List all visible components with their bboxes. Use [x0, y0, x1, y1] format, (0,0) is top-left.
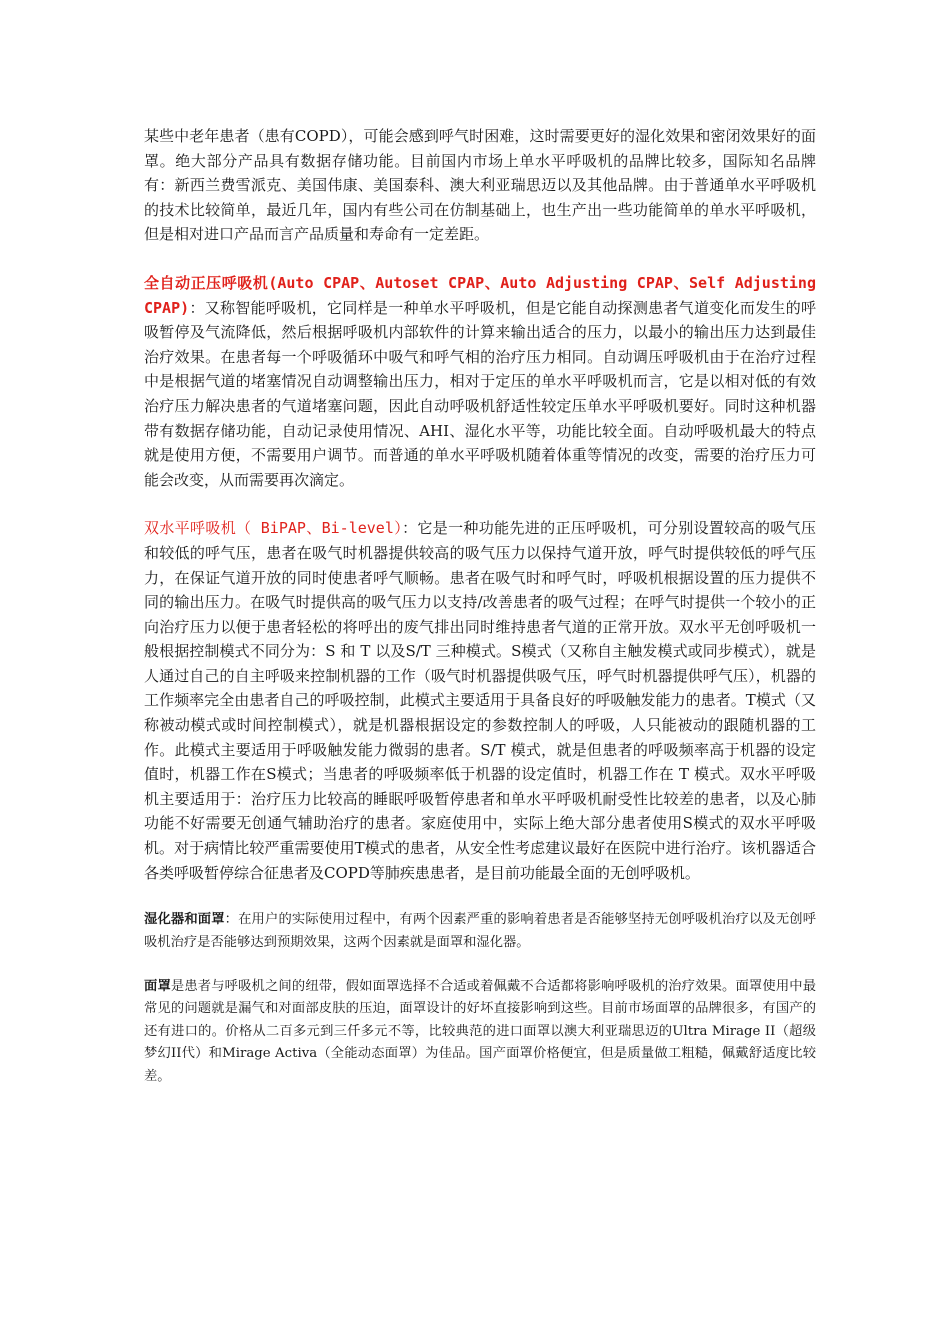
paragraph-body: 是患者与呼吸机之间的纽带，假如面罩选择不合适或着佩戴不合适都将影响呼吸机的治疗效果。面罩使用中最常见的问题就是漏气和对面部皮肤的压迫，面罩设计的好坏直接影响到这些。目前市场面罩的品牌很多，有国产的还有进口的。价格从二百多元到三仟多元不等，比较典范的进口面罩以澳大利亚瑞思迈的Ultra Mirage II（超级梦幻II代）和Mirage Activa（全能动态面罩）为佳品。国产面罩价格便宜，但是质量做工粗糙，佩戴舒适度比较差。	[144, 979, 817, 1084]
humidifier-mask-heading: 湿化器和面罩	[144, 912, 225, 928]
bipap-heading: 双水平呼吸机（ BiPAP、Bi-level）	[144, 519, 403, 538]
paragraph-body: 某些中老年患者（患有COPD），可能会感到呼气时困难，这时需要更好的湿化效果和密闭效果好的面罩。绝大部分产品具有数据存储功能。目前国内市场上单水平呼吸机的品牌比较多，国际知名品牌有：新西兰费雪派克、美国伟康、美国泰科、澳大利亚瑞思迈以及其他品牌。由于普通单水平呼吸机的技术比较简单，最近几年，国内有些公司在仿制基础上，也生产出一些功能简单的单水平呼吸机，但是相对进口产品而言产品质量和寿命有一定差距。	[144, 127, 816, 244]
auto-cpap-heading: 全自动正压呼吸机(Auto CPAP、Autoset CPAP、Auto Adjusting CPAP、Self Adjusting CPAP)	[144, 273, 816, 317]
document-page	[144, 124, 816, 1110]
paragraph-single-level-brands	[144, 124, 816, 247]
paragraph-mask	[144, 976, 816, 1088]
paragraph-body: ：在用户的实际使用过程中，有两个因素严重的影响着患者是否能够坚持无创呼吸机治疗以及无创呼吸机治疗是否能够达到预期效果，这两个因素就是面罩和湿化器。	[144, 912, 817, 950]
paragraph-body: ：又称智能呼吸机，它同样是一种单水平呼吸机，但是它能自动探测患者气道变化而发生的呼吸暂停及气流降低，然后根据呼吸机内部软件的计算来输出适合的压力，以最小的输出压力达到最佳治疗效果。在患者每一个呼吸循环中吸气和呼气相的治疗压力相同。自动调压呼吸机由于在治疗过程中是根据气道的堵塞情况自动调整输出压力，相对于定压的单水平呼吸机而言，它是以相对低的有效治疗压力解决患者的气道堵塞问题，因此自动呼吸机舒适性较定压单水平呼吸机要好。同时这种机器带有数据存储功能，自动记录使用情况、AHI、湿化水平等，功能比较全面。自动呼吸机最大的特点就是使用方便，不需要用户调节。而普通的单水平呼吸机随着体重等情况的改变，需要的治疗压力可能会改变，从而需要再次滴定。	[144, 298, 816, 489]
paragraph-humidifier-mask	[144, 909, 816, 954]
mask-heading: 面罩	[144, 979, 171, 995]
paragraph-bipap	[144, 516, 816, 885]
paragraph-auto-cpap	[144, 271, 816, 492]
paragraph-body: ：它是一种功能先进的正压呼吸机，可分别设置较高的吸气压和较低的呼气压，患者在吸气时机器提供较高的吸气压力以保持气道开放，呼气时提供较低的呼气压力，在保证气道开放的同时使患者呼气顺畅。患者在吸气时和呼气时，呼吸机根据设置的压力提供不同的输出压力。在吸气时提供高的吸气压力以支持/改善患者的吸气过程；在呼气时提供一个较小的正向治疗压力以便于患者轻松的将呼出的废气排出同时维持患者气道的正常开放。双水平无创呼吸机一般根据控制模式不同分为：S 和 T 以及S/T 三种模式。S模式（又称自主触发模式或同步模式），就是人通过自己的自主呼吸来控制机器的工作（吸气时机器提供吸气压，呼气时机器提供呼气压），机器的工作频率完全由患者自己的呼吸控制，此模式主要适用于具备良好的呼吸触发能力的患者。T模式（又称被动模式或时间控制模式），就是机器根据设定的参数控制人的呼吸，人只能被动的跟随机器的工作。此模式主要适用于呼吸触发能力微弱的患者。S/T 模式，就是但患者的呼吸频率高于机器的设定值时，机器工作在S模式；当患者的呼吸频率低于机器的设定值时，机器工作在 T 模式。双水平呼吸机主要适用于：治疗压力比较高的睡眠呼吸暂停患者和单水平呼吸机耐受性比较差的患者，以及心肺功能不好需要无创通气辅助治疗的患者。家庭使用中，实际上绝大部分患者使用S模式的双水平呼吸机。对于病情比较严重需要使用T模式的患者，从安全性考虑建议最好在医院中进行治疗。该机器适合各类呼吸暂停综合征患者及COPD等肺疾患患者，是目前功能最全面的无创呼吸机。	[144, 519, 816, 882]
